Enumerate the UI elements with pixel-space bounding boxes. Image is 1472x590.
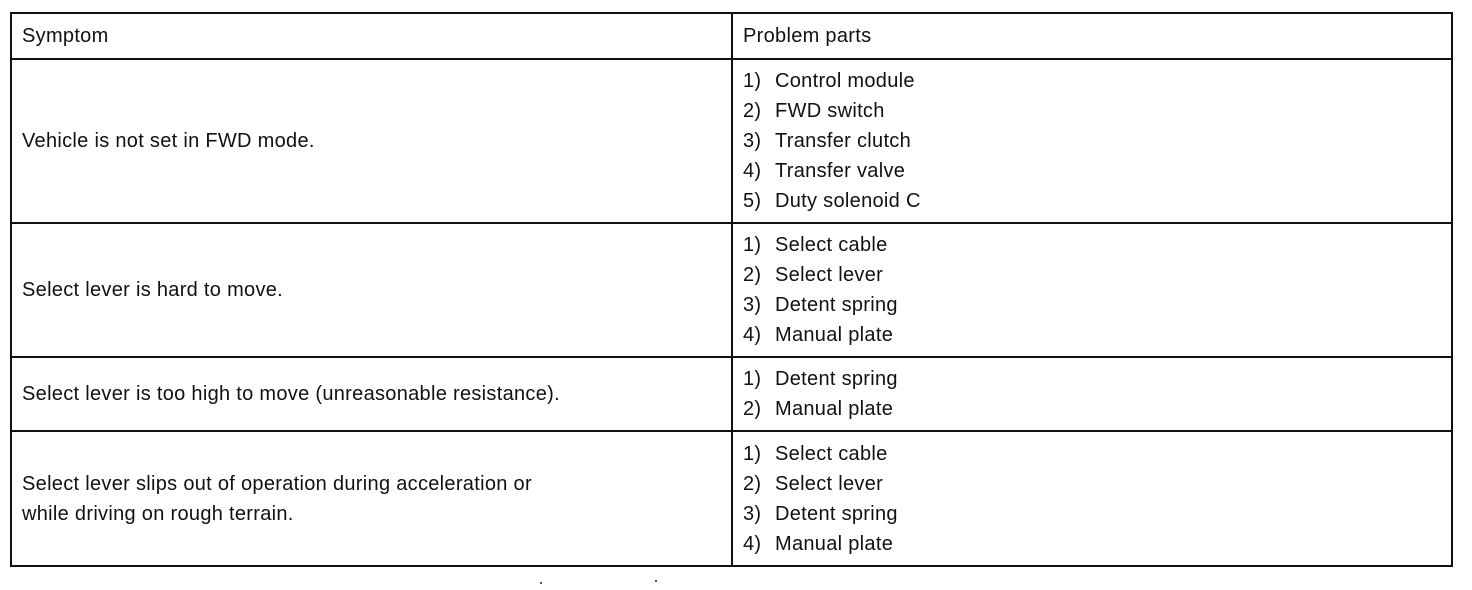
- part-item: [743, 394, 1441, 424]
- header-problem-parts: Problem parts: [732, 14, 1451, 59]
- part-name: Select cable: [775, 234, 888, 256]
- part-number: 2): [743, 472, 762, 495]
- symptom-line: while driving on rough terrain.: [22, 502, 294, 525]
- part-number: 2): [743, 264, 762, 286]
- part-item: [743, 260, 1441, 290]
- part-number: 5): [743, 190, 762, 212]
- symptom-cell: Vehicle is not set in FWD mode.: [12, 59, 732, 223]
- troubleshooting-table: [10, 12, 1453, 567]
- part-name: Select lever: [775, 472, 884, 495]
- part-number: 3): [743, 294, 762, 316]
- part-number: 1): [743, 234, 762, 256]
- part-number: 4): [743, 324, 762, 346]
- part-name: Detent spring: [775, 368, 898, 390]
- part-item: [743, 290, 1441, 320]
- part-item: [743, 96, 1441, 126]
- part-number: 4): [743, 160, 762, 182]
- part-name: Manual plate: [775, 324, 894, 346]
- part-number: 2): [743, 100, 762, 122]
- table-header-row: [12, 14, 1451, 59]
- header-symptom: Symptom: [12, 14, 732, 59]
- part-name: Manual plate: [775, 532, 894, 555]
- part-item: [743, 529, 1441, 559]
- symptom-line: Select lever slips out of operation during acceleration or: [22, 472, 532, 495]
- part-name: Manual plate: [775, 398, 894, 420]
- symptom-cell: Select lever is too high to move (unreasonable resistance).: [12, 357, 732, 431]
- part-item: [743, 156, 1441, 186]
- part-name: Transfer valve: [775, 160, 906, 182]
- part-number: 1): [743, 442, 762, 465]
- symptom-parts-table: [12, 14, 1451, 565]
- part-item: [743, 499, 1441, 529]
- table-row: [12, 431, 1451, 565]
- part-name: Duty solenoid C: [775, 190, 921, 212]
- parts-cell: [732, 59, 1451, 223]
- part-item: [743, 126, 1441, 156]
- part-name: Control module: [775, 70, 915, 92]
- part-item: [743, 186, 1441, 216]
- part-number: 4): [743, 532, 762, 555]
- part-item: [743, 439, 1441, 469]
- part-name: FWD switch: [775, 100, 885, 122]
- symptom-cell: [12, 431, 732, 565]
- part-number: 3): [743, 130, 762, 152]
- symptom-cell: Select lever is hard to move.: [12, 223, 732, 357]
- part-name: Detent spring: [775, 294, 898, 316]
- part-item: [743, 320, 1441, 350]
- part-item: [743, 469, 1441, 499]
- parts-cell: [732, 431, 1451, 565]
- part-number: 1): [743, 368, 762, 390]
- part-name: Select cable: [775, 442, 888, 465]
- part-item: [743, 364, 1441, 394]
- parts-cell: [732, 223, 1451, 357]
- table-row: [12, 59, 1451, 223]
- part-number: 1): [743, 70, 762, 92]
- parts-cell: [732, 357, 1451, 431]
- part-name: Select lever: [775, 264, 884, 286]
- part-number: 3): [743, 502, 762, 525]
- scan-speck: [540, 582, 542, 584]
- scan-speck: [655, 580, 657, 582]
- table-row: [12, 223, 1451, 357]
- part-number: 2): [743, 398, 762, 420]
- part-item: [743, 66, 1441, 96]
- part-name: Detent spring: [775, 502, 898, 525]
- table-row: [12, 357, 1451, 431]
- part-item: [743, 230, 1441, 260]
- part-name: Transfer clutch: [775, 130, 912, 152]
